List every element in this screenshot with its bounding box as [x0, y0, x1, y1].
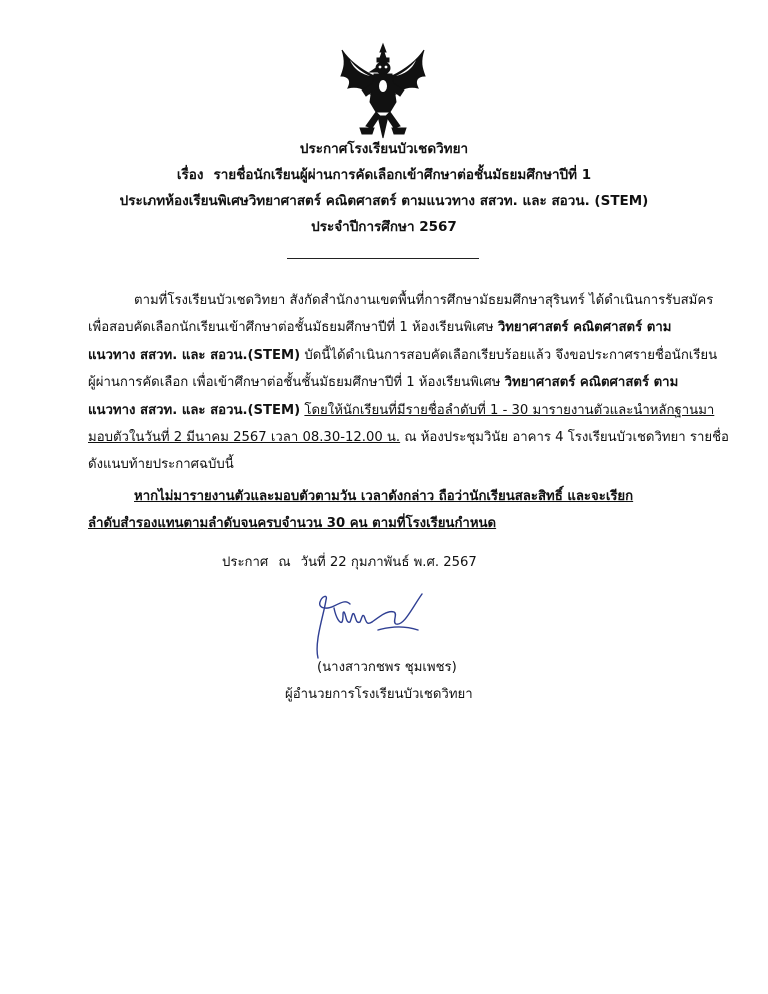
signature-image [296, 586, 446, 660]
subject-line [0, 162, 768, 188]
program-line: ประเภทห้องเรียนพิเศษวิทยาศาสตร์ คณิตศาสตร์ ตามแนวทาง สสวท. และ สอวน. (STEM) [119, 193, 649, 209]
body-line: ผู้ผ่านการคัดเลือก เพื่อเข้าศึกษาต่อชั้นชั้นมัธยมศึกษาปีที่ 1 ห้องเรียนพิเศษ วิทยาศาสตร์ คณิตศาสตร์ ตาม [88, 375, 679, 391]
body-line: แนวทาง สสวท. และ สอวน.(STEM) โดยให้นักเรียนที่มีรายชื่อลำดับที่ 1 - 30 มารายงานตัวและนำหลักฐานมา [88, 402, 715, 418]
body-line: ดังแนบท้ายประกาศฉบับนี้ [88, 457, 234, 473]
announce-at: ณ [278, 555, 291, 570]
notice-line: ลำดับสำรองแทนตามลำดับจนครบจำนวน 30 คน ตามที่โรงเรียนกำหนด [88, 516, 497, 532]
body-line: ตามที่โรงเรียนบัวเชดวิทยา สังกัดสำนักงานเขตพื้นที่การศึกษามัธยมศึกษาสุรินทร์ ได้ดำเนินการรับสมัคร [134, 293, 714, 308]
body-line: แนวทาง สสวท. และ สอวน.(STEM) บัดนี้ได้ดำเนินการสอบคัดเลือกเรียบร้อยแล้ว จึงขอประกาศรายชื่อนักเรียน [88, 347, 718, 363]
garuda-emblem-icon [340, 42, 426, 140]
subject-text: รายชื่อนักเรียนผู้ผ่านการคัดเลือกเข้าศึกษาต่อชั้นมัธยมศึกษาปีที่ 1 [213, 167, 592, 183]
announcement-date [222, 551, 477, 572]
body-line: เพื่อสอบคัดเลือกนักเรียนเข้าศึกษาต่อชั้นมัธยมศึกษาปีที่ 1 ห้องเรียนพิเศษ วิทยาศาสตร์ คณิตศาสตร์ ตาม [88, 320, 672, 336]
subject-label: เรื่อง [176, 167, 204, 183]
body-paragraph [88, 287, 729, 479]
academic-year-line: ประจำปีการศึกษา 2567 [311, 219, 457, 235]
announce-label: ประกาศ [222, 555, 269, 570]
header-divider [287, 258, 479, 259]
announcement-title: ประกาศโรงเรียนบัวเชดวิทยา [299, 141, 469, 157]
signer-name: (นางสาวกชพร ชุมเพชร) [317, 660, 457, 675]
notice-paragraph [88, 483, 684, 538]
announcement-header [0, 136, 768, 240]
notice-line: หากไม่มารายงานตัวและมอบตัวตามวัน เวลาดังกล่าว ถือว่านักเรียนสละสิทธิ์ และจะเรียก [134, 489, 634, 504]
body-line: มอบตัวในวันที่ 2 มีนาคม 2567 เวลา 08.30-12.00 น. ณ ห้องประชุมวินัย อาคาร 4 โรงเรียนบัวเชดวิทยา รายชื่อ [88, 430, 729, 446]
announce-date-text: วันที่ 22 กุมภาพันธ์ พ.ศ. 2567 [300, 555, 477, 570]
signer-position: ผู้อำนวยการโรงเรียนบัวเชดวิทยา [285, 687, 473, 702]
